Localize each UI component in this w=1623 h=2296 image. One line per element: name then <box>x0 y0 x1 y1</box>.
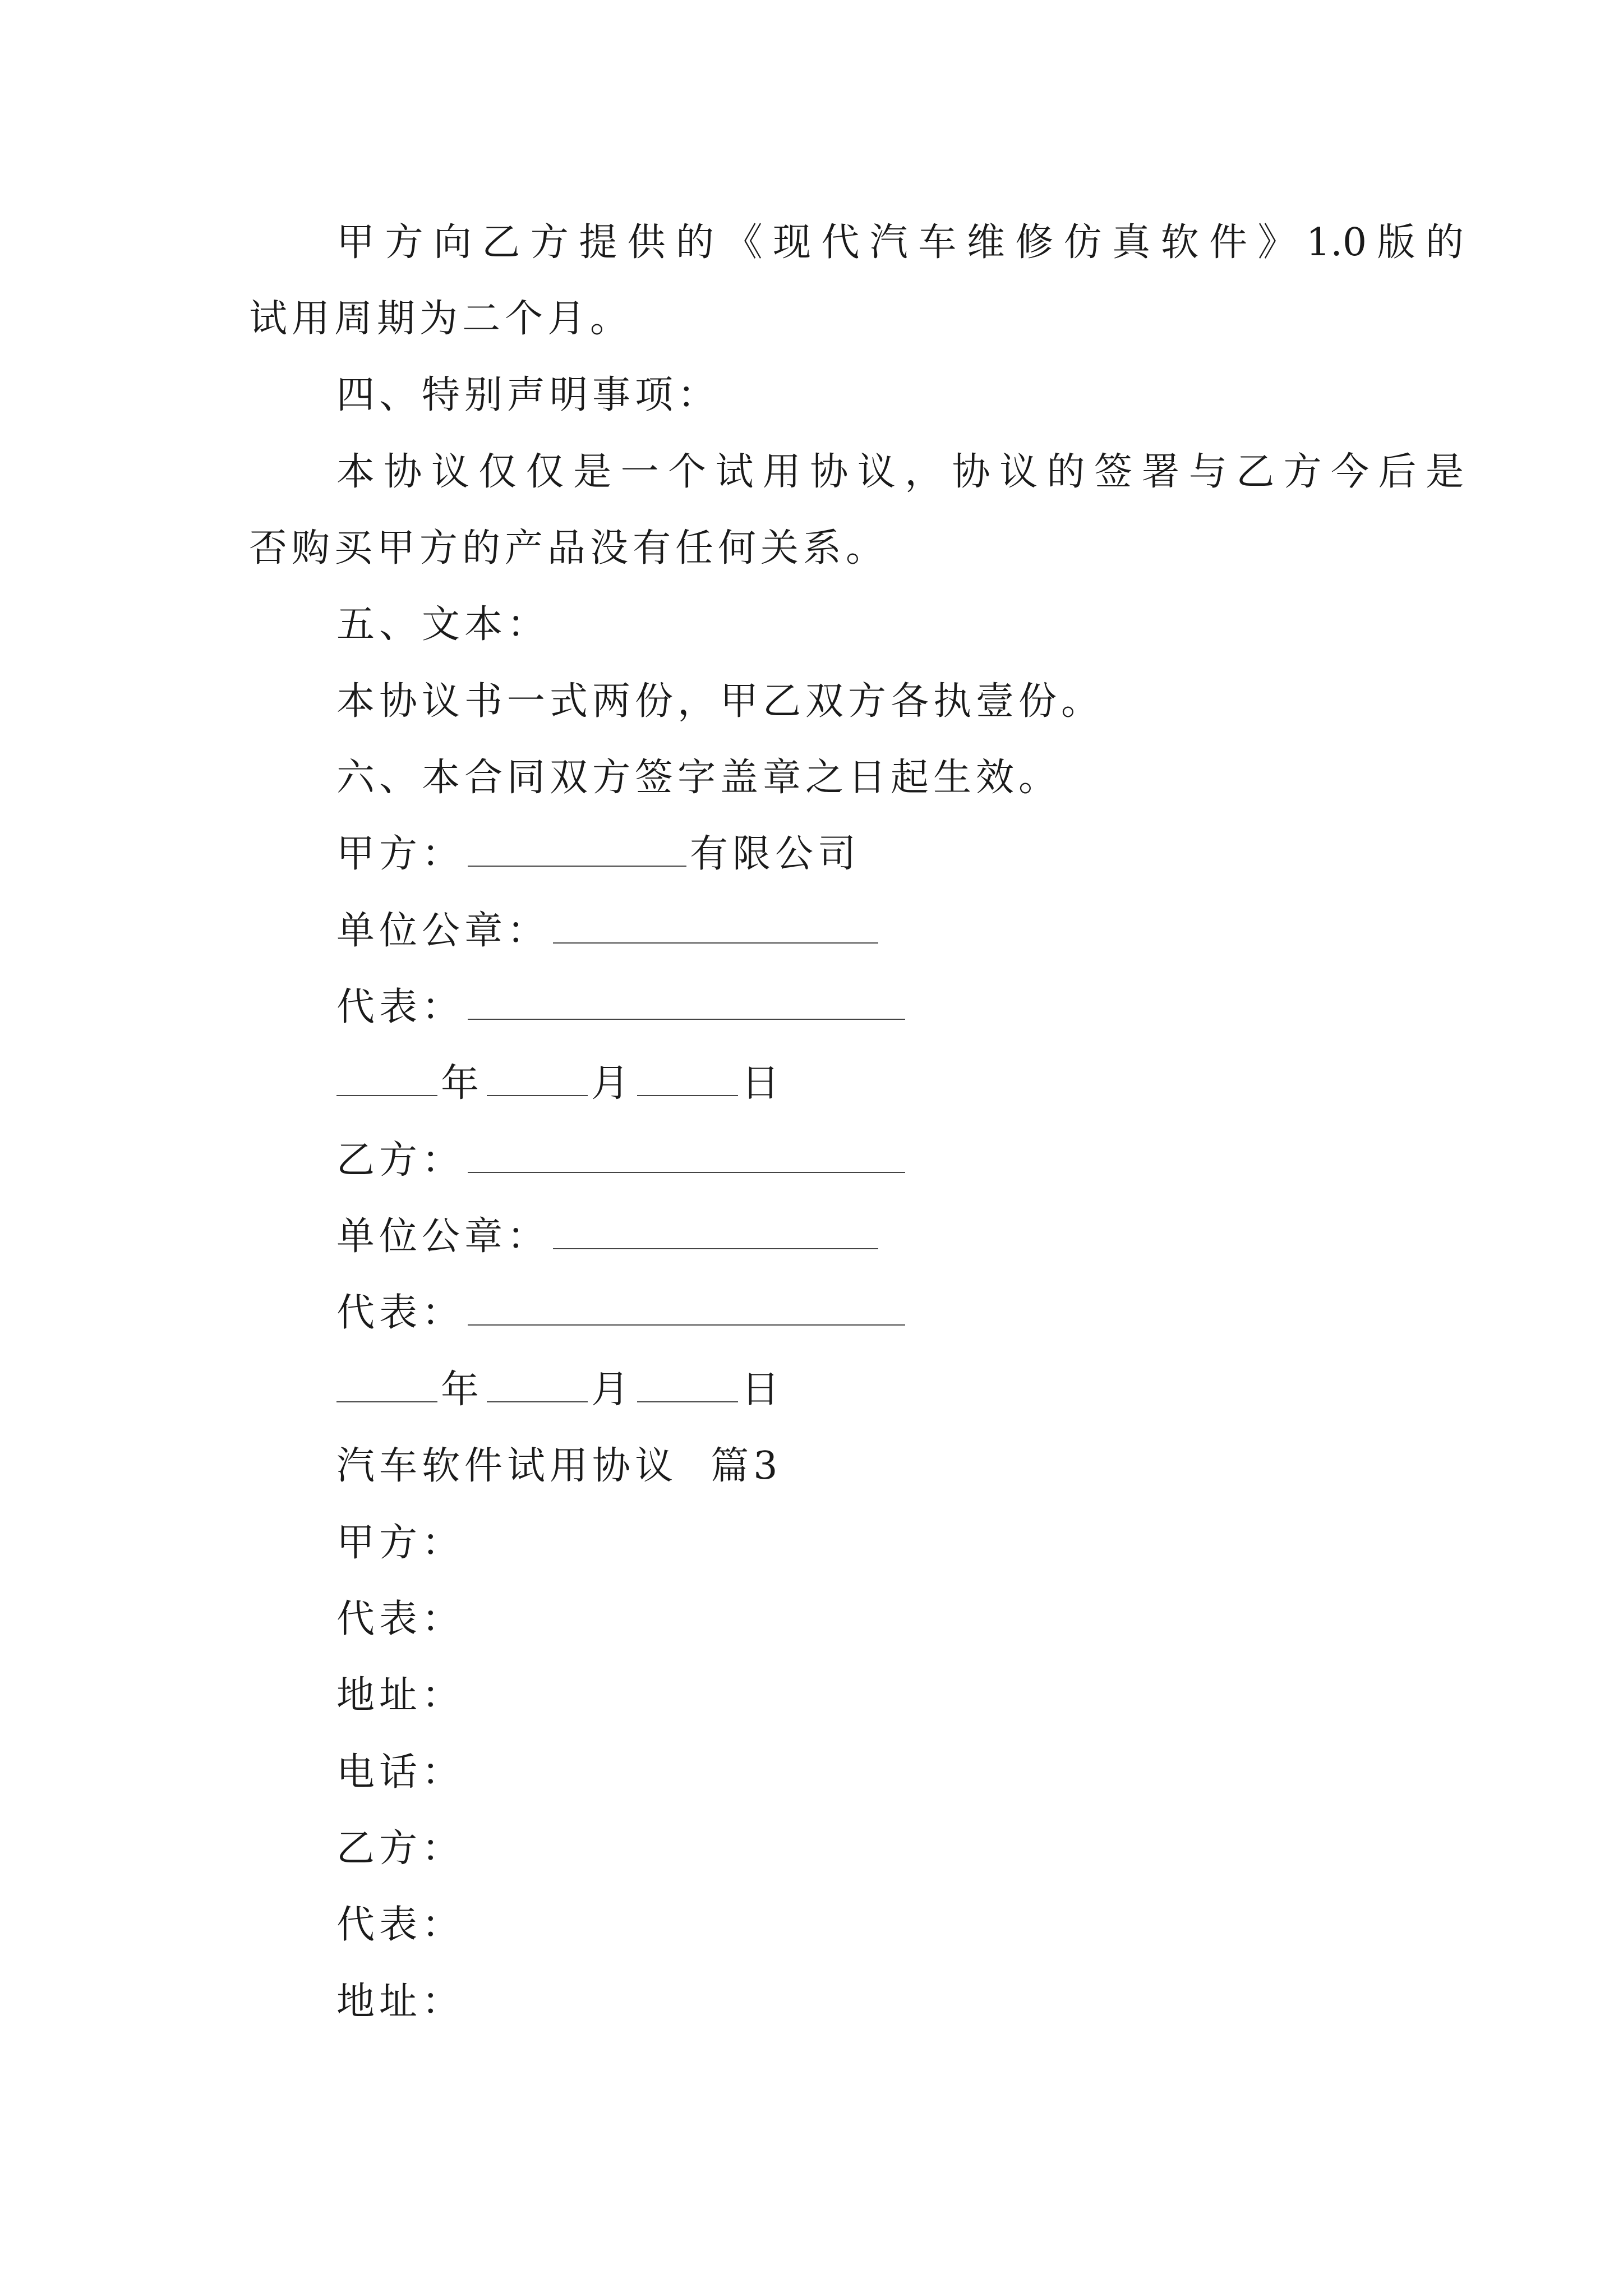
party-b-year-label: 年 <box>441 1368 484 1412</box>
article3-title: 汽车软件试用协议 篇3 <box>336 1444 782 1488</box>
party-b-rep-blank <box>468 1291 905 1326</box>
party-b-month-label: 月 <box>591 1368 634 1412</box>
party-b-day-label: 日 <box>741 1368 785 1412</box>
section4-heading: 四、特别声明事项： <box>336 373 721 417</box>
article3-rep-a-field: 代表： <box>336 1597 465 1641</box>
party-a-date-line <box>336 1059 784 1109</box>
party-a-label: 甲方： <box>336 832 465 876</box>
party-a-seal-label: 单位公章： <box>336 909 550 953</box>
party-a-year-blank <box>336 1061 437 1096</box>
party-a-line <box>336 829 860 880</box>
article3-party-a-field: 甲方： <box>336 1521 465 1565</box>
party-b-date-line <box>336 1365 784 1415</box>
paragraph-copies: 本协议书一式两份，甲乙双方各执壹份。 <box>336 679 1104 724</box>
paragraph-disclaimer-line2: 否购买甲方的产品没有任何关系。 <box>249 526 889 570</box>
section6-effective: 六、本合同双方签字盖章之日起生效。 <box>336 756 1062 800</box>
party-a-company-suffix: 有限公司 <box>690 832 861 876</box>
article3-party-b-field: 乙方： <box>336 1826 465 1871</box>
party-b-label: 乙方： <box>336 1138 465 1182</box>
party-b-year-blank <box>336 1368 437 1402</box>
section5-heading: 五、文本： <box>336 602 550 647</box>
party-a-rep-blank <box>468 985 905 1020</box>
article3-rep-b-field: 代表： <box>336 1903 465 1947</box>
party-a-rep-line <box>336 982 909 1033</box>
party-a-seal-blank <box>553 909 878 944</box>
party-b-rep-label: 代表： <box>336 1291 465 1335</box>
article3-address-b-field: 地址： <box>336 1980 465 2024</box>
party-a-company-blank <box>468 832 686 867</box>
party-b-seal-blank <box>553 1214 878 1249</box>
party-a-day-blank <box>637 1061 738 1096</box>
party-a-seal-line <box>336 906 882 956</box>
party-b-day-blank <box>637 1368 738 1402</box>
party-a-month-label: 月 <box>591 1061 634 1106</box>
party-b-seal-line <box>336 1212 882 1262</box>
party-b-name-blank <box>468 1138 905 1173</box>
party-a-month-blank <box>487 1061 588 1096</box>
party-a-rep-label: 代表： <box>336 985 465 1029</box>
paragraph-trial-period-line1: 甲方向乙方提供的《现代汽车维修仿真软件》1.0版的 <box>336 220 1464 265</box>
party-b-seal-label: 单位公章： <box>336 1214 550 1259</box>
article3-phone-a-field: 电话： <box>336 1750 465 1795</box>
party-b-month-blank <box>487 1368 588 1402</box>
party-a-year-label: 年 <box>441 1061 484 1106</box>
party-b-line <box>336 1135 909 1186</box>
party-a-day-label: 日 <box>741 1061 785 1106</box>
paragraph-trial-period-line2: 试用周期为二个月。 <box>249 297 633 341</box>
party-b-rep-line <box>336 1288 909 1338</box>
paragraph-disclaimer-line1: 本协议仅仅是一个试用协议，协议的签署与乙方今后是 <box>336 450 1464 494</box>
article3-address-a-field: 地址： <box>336 1673 465 1718</box>
